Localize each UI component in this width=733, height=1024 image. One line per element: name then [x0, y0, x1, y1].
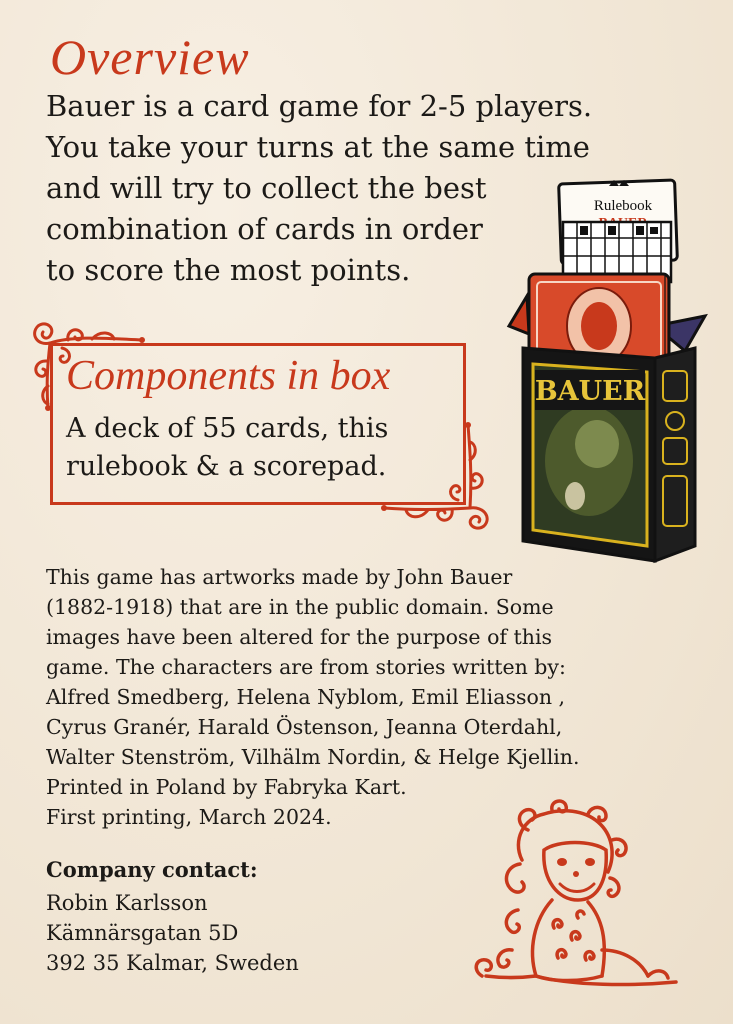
- box-brand-title: BAUER: [534, 376, 646, 407]
- card-game-box-icon: [505, 176, 710, 566]
- contact-address: [46, 888, 299, 978]
- credits-line: game. The characters are from stories written by:: [46, 655, 566, 679]
- credits-paragraph: [46, 562, 726, 832]
- overview-line: and will try to collect the best: [46, 171, 487, 205]
- credits-line: Printed in Poland by Fabryka Kart.: [46, 775, 407, 799]
- overview-line: You take your turns at the same time: [46, 130, 590, 164]
- components-paragraph: [66, 410, 461, 486]
- components-line: A deck of 55 cards, this: [66, 413, 389, 444]
- credits-line: First printing, March 2024.: [46, 805, 332, 829]
- contact-name: Robin Karlsson: [46, 891, 208, 915]
- credits-line: This game has artworks made by John Bauer: [46, 565, 513, 589]
- credits-line: images have been altered for the purpose of this: [46, 625, 553, 649]
- credits-line: (1882-1918) that are in the public domain. Some: [46, 595, 554, 619]
- contact-street: Kämnärsgatan 5D: [46, 921, 239, 945]
- components-line: rulebook & a scorepad.: [66, 451, 387, 482]
- credits-line: Walter Stenström, Vilhälm Nordin, & Helge Kjellin.: [46, 745, 580, 769]
- credits-line: Cyrus Granér, Harald Östenson, Jeanna Oterdahl,: [46, 715, 563, 739]
- contact-heading: Company contact:: [46, 857, 258, 882]
- overview-heading: Overview: [50, 29, 250, 85]
- components-heading: Components in box: [66, 353, 391, 399]
- overview-line: combination of cards in order: [46, 212, 483, 246]
- credits-line: Alfred Smedberg, Helena Nyblom, Emil Eliasson ,: [46, 685, 566, 709]
- overview-line: to score the most points.: [46, 253, 411, 287]
- overview-line: Bauer is a card game for 2-5 players.: [46, 89, 593, 123]
- rulebook-label: Rulebook: [593, 198, 653, 214]
- contact-city: 392 35 Kalmar, Sweden: [46, 951, 299, 975]
- troll-drawing-icon: [462, 800, 692, 1000]
